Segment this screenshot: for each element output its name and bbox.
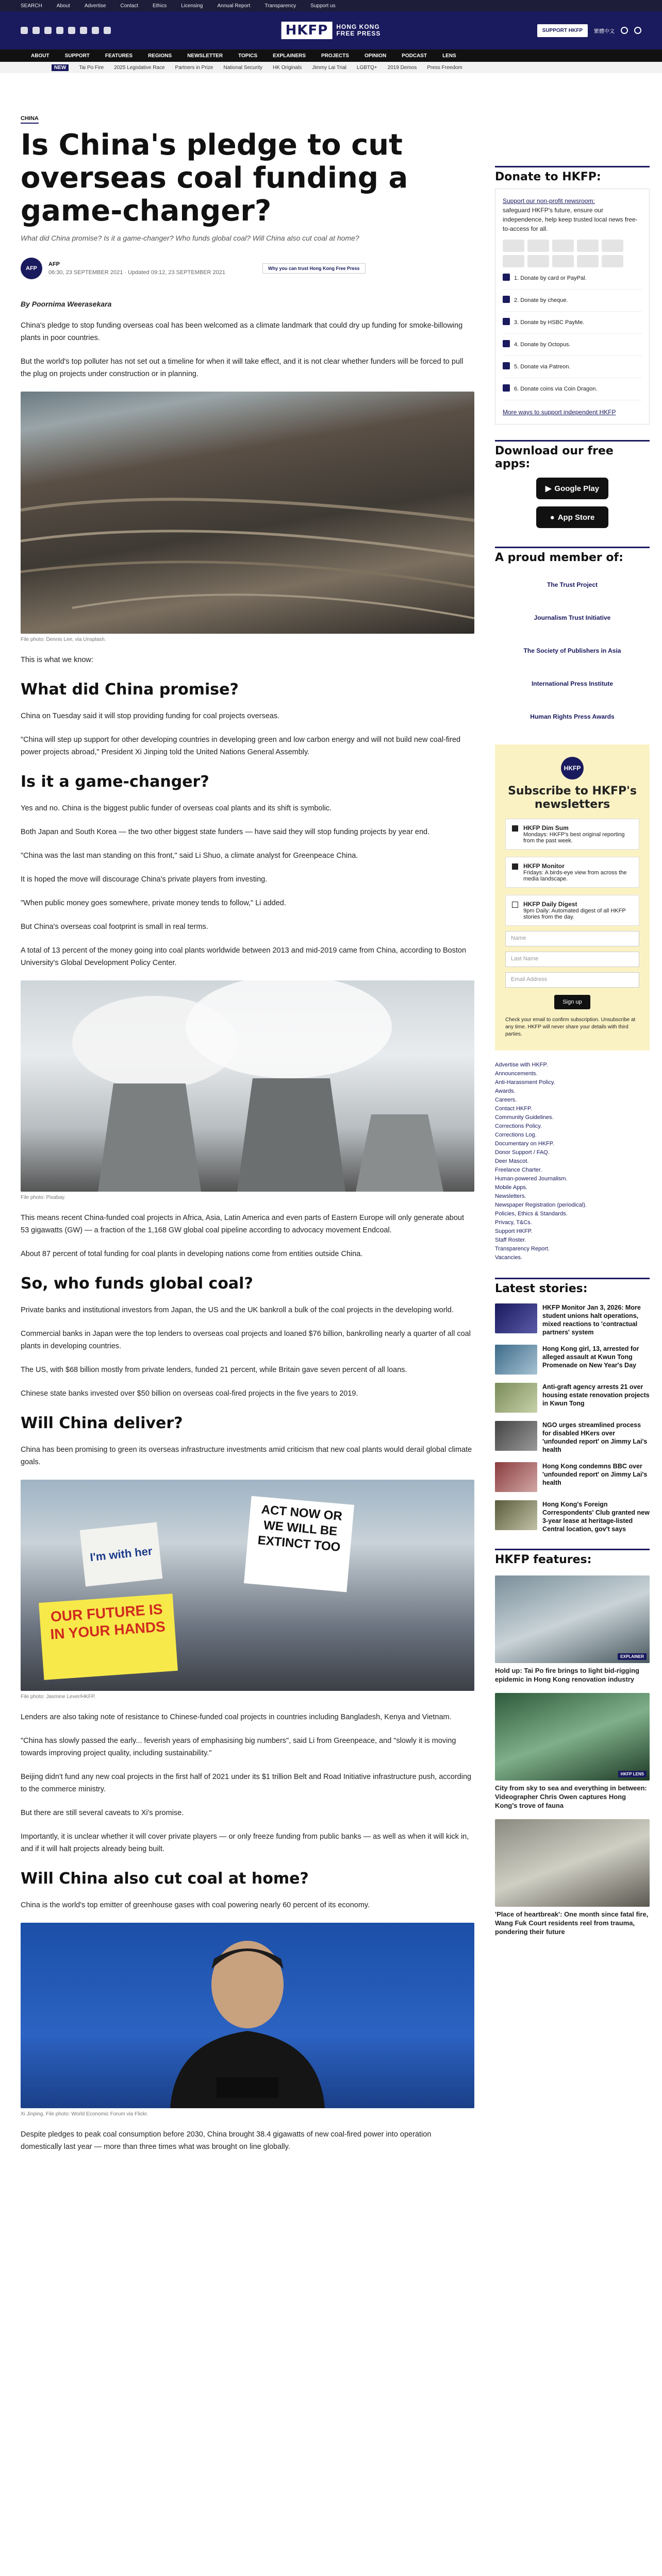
- telegram-icon[interactable]: [80, 27, 87, 34]
- store-label: Google Play: [554, 484, 600, 493]
- info-link[interactable]: Contact HKFP.: [495, 1106, 532, 1112]
- payment-methods: [503, 240, 642, 267]
- trending-link[interactable]: Tai Po Fire: [79, 64, 104, 71]
- latest-story[interactable]: [495, 1462, 650, 1492]
- info-link[interactable]: Careers.: [495, 1097, 517, 1103]
- donate-heading: Donate to HKFP:: [495, 166, 650, 183]
- rss-icon[interactable]: [104, 27, 111, 34]
- payme-icon: [602, 240, 623, 252]
- sidebar: [495, 166, 650, 1936]
- paragraph: But the world's top polluter has not set out a timeline for when it will take effect, and it is not clear whether funders will be forced to pull the plug on projects under construction or in planning.: [21, 358, 464, 378]
- support-hkfp-button[interactable]: SUPPORT HKFP: [537, 24, 588, 37]
- trending-link[interactable]: 2019 Demos: [387, 64, 417, 71]
- donate-option[interactable]: [503, 290, 642, 312]
- paragraph: Yes and no. China is the biggest public funder of overseas coal plants and its shift is symbolic.: [21, 804, 332, 812]
- donate-option-label: 3. Donate by HSBC PayMe.: [514, 319, 585, 326]
- bank-icon: [602, 255, 623, 267]
- nav-item[interactable]: REGIONS: [148, 53, 172, 59]
- newsletter-desc: Mondays: HKFP's best original reporting from the past week.: [523, 832, 625, 844]
- donate-option-label: 2. Donate by cheque.: [514, 297, 568, 303]
- story-title: Anti-graft agency arrests 21 over housing estate renovation projects in Kwun Tong: [542, 1383, 650, 1407]
- topbar-link[interactable]: Advertise: [84, 3, 106, 9]
- feature-image: [495, 1819, 650, 1907]
- donate-option-label: 1. Donate by card or PayPal.: [514, 275, 587, 281]
- info-link[interactable]: Deer Mascot.: [495, 1158, 529, 1164]
- mine-terraces-illustration: [21, 392, 474, 634]
- donate-option-label: 5. Donate via Patreon.: [514, 364, 571, 370]
- paragraph: The US, with $68 billion mostly from private lenders, funded 21 percent, while Britain gave seven percent of all loans.: [21, 1366, 407, 1374]
- protest-sign: I'm with her: [80, 1522, 163, 1586]
- story-title: Hong Kong condemns BBC over 'unfounded report' on Jimmy Lai's health: [542, 1463, 648, 1486]
- latest-story[interactable]: [495, 1421, 650, 1454]
- member-logo[interactable]: The Trust Project: [547, 581, 598, 588]
- masthead-actions: [537, 24, 641, 37]
- section-heading: Will China also cut coal at home?: [21, 1870, 309, 1888]
- info-link[interactable]: Privacy, T&Cs.: [495, 1219, 532, 1226]
- speaker-silhouette: [21, 1923, 474, 2108]
- info-link[interactable]: Announcements.: [495, 1071, 538, 1077]
- card-icon: [503, 274, 510, 281]
- section-heading: Is it a game-changer?: [21, 773, 209, 791]
- section-heading: What did China promise?: [21, 681, 239, 699]
- info-link[interactable]: Human-powered Journalism.: [495, 1176, 568, 1182]
- info-link[interactable]: Policies, Ethics & Standards.: [495, 1211, 568, 1217]
- info-link[interactable]: Transparency Report.: [495, 1246, 550, 1252]
- trending-link[interactable]: 2025 Legislative Race: [114, 64, 165, 71]
- paragraph: "China was the last man standing on this front," said Li Shuo, a climate analyst for Greenpeace China.: [21, 852, 358, 860]
- byline-meta: [48, 260, 225, 277]
- photo-caption: Xi Jinping. File photo: World Economic Forum via Flickr.: [21, 2111, 148, 2117]
- search-icon[interactable]: [621, 27, 628, 34]
- story-thumbnail: [495, 1303, 537, 1333]
- logo-line: HONG KONG: [336, 23, 380, 30]
- facebook-icon[interactable]: [21, 27, 28, 34]
- feature-title: Hold up: Tai Po fire brings to light bid-rigging epidemic in Hong Kong renovation industry: [495, 1667, 639, 1683]
- story-thumbnail: [495, 1345, 537, 1375]
- photo-caption: File photo: Jasmine Lever/HKFP.: [21, 1694, 96, 1700]
- nav-item[interactable]: LENS: [442, 53, 456, 59]
- topbar-link[interactable]: Contact: [120, 3, 138, 9]
- play-icon: ▶: [545, 484, 552, 493]
- paragraph: Lenders are also taking note of resistance to Chinese-funded coal projects in countries including Bangladesh, Kenya and Vietnam.: [21, 1713, 452, 1721]
- paragraph: This means recent China-funded coal projects in Africa, Asia, Latin America and even parts of Eastern Europe will only generate about 53 gigawatts (GW) — a fraction of the 1,168 GW global coal pipeline according to advocacy movement Endcoal.: [21, 1214, 465, 1234]
- paragraph: "China will step up support for other developing countries in developing green and low carbon energy and will not build new coal-fired power projects abroad," President Xi Jinping told the United Nations General Assembly.: [21, 736, 461, 756]
- social-icons: [21, 27, 111, 34]
- newsletter-signup: [495, 744, 650, 1050]
- nav-item[interactable]: EXPLAINERS: [273, 53, 306, 59]
- paragraph: This is what we know:: [21, 656, 94, 664]
- story-title: Hong Kong girl, 13, arrested for alleged assault at Kwun Tong Promenade on New Year's Day: [542, 1345, 639, 1369]
- story-thumbnail: [495, 1421, 537, 1451]
- paragraph: Beijing didn't fund any new coal projects in the first half of 2021 under its $1 trillion Belt and Road Initiative infrastructure push, according to the commerce ministry.: [21, 1773, 472, 1793]
- nav-item[interactable]: TOPICS: [238, 53, 258, 59]
- climate-protest-photo: [21, 1480, 474, 1691]
- paragraph: China has been promising to green its overseas infrastructure investments amid criticism that new coal plants would derail global climate goals.: [21, 1446, 472, 1466]
- info-link[interactable]: Vacancies.: [495, 1255, 522, 1261]
- article-subtitle: What did China promise? Is it a game-changer? Who funds global coal? Will China also cut coal at home?: [21, 234, 359, 242]
- trending-link[interactable]: HK Originals: [273, 64, 302, 71]
- amex-icon: [552, 240, 574, 252]
- info-link[interactable]: Awards.: [495, 1088, 516, 1094]
- story-title: Hong Kong's Foreign Correspondents' Club granted new 3-year lease at heritage-listed Central location, gov't says: [542, 1501, 650, 1533]
- paragraph: But China's overseas coal footprint is small in real terms.: [21, 923, 208, 931]
- cooling-towers-illustration: [21, 980, 474, 1192]
- patreon-icon: [527, 255, 549, 267]
- story-thumbnail: [495, 1383, 537, 1413]
- paragraph: But there are still several caveats to Xi's promise.: [21, 1809, 184, 1817]
- agency-name[interactable]: AFP: [48, 261, 60, 267]
- account-icon[interactable]: [634, 27, 641, 34]
- nav-item[interactable]: FEATURES: [105, 53, 133, 59]
- donate-option[interactable]: [503, 267, 642, 290]
- coin-icon: [503, 384, 510, 392]
- language-switch[interactable]: 繁體中文: [594, 28, 615, 35]
- main-nav: [0, 49, 662, 62]
- newsletter-option[interactable]: [505, 819, 639, 850]
- article: [21, 113, 474, 2153]
- info-link[interactable]: Documentary on HKFP.: [495, 1141, 554, 1147]
- latest-story[interactable]: [495, 1303, 650, 1336]
- paragraph: Private banks and institutional investors from Japan, the US and the UK bankroll a bulk of the coal projects in the developing world.: [21, 1306, 454, 1314]
- topbar-link[interactable]: SEARCH: [21, 3, 42, 9]
- paragraph: About 87 percent of total funding for coal plants in developing nations come from entities outside China.: [21, 1250, 363, 1258]
- nav-item[interactable]: NEWSLETTER: [187, 53, 223, 59]
- email-input[interactable]: Email Address: [505, 972, 639, 988]
- app-store-button[interactable]: [536, 506, 608, 528]
- info-link[interactable]: Corrections Policy.: [495, 1123, 542, 1129]
- checkbox[interactable]: [512, 863, 518, 870]
- topbar-link[interactable]: Support us: [310, 3, 336, 9]
- trending-bar: [0, 62, 662, 73]
- photo-caption: File photo: Dennis Lee, via Unsplash.: [21, 637, 106, 642]
- logo-mark: HKFP: [282, 22, 333, 39]
- threads-icon[interactable]: [56, 27, 63, 34]
- logo-line: FREE PRESS: [336, 30, 381, 37]
- instagram-icon[interactable]: [44, 27, 52, 34]
- more-ways-link[interactable]: More ways to support independent HKFP: [503, 409, 616, 416]
- feature-title: City from sky to sea and everything in between: Videographer Chris Owen captures Hong Kong's trove of fauna: [495, 1784, 647, 1809]
- paragraph: Both Japan and South Korea — the two other biggest state funders — have said they will stop funding projects by year end.: [21, 828, 430, 836]
- newsletter-name: HKFP Dim Sum: [523, 824, 569, 832]
- feature-badge: EXPLAINER: [618, 1653, 647, 1660]
- info-link[interactable]: Newspaper Registration (periodical).: [495, 1202, 587, 1208]
- topbar-link[interactable]: Transparency: [264, 3, 296, 9]
- visa-icon: [503, 240, 524, 252]
- trending-link[interactable]: LGBTQ+: [356, 64, 377, 71]
- paragraph: It is hoped the move will discourage China's private players from investing.: [21, 875, 268, 884]
- feature-image: [495, 1693, 650, 1781]
- info-link[interactable]: Freelance Charter.: [495, 1167, 542, 1173]
- protest-sign: ACT NOW OR WE WILL BE EXTINCT TOO: [244, 1496, 354, 1592]
- donate-option[interactable]: [503, 312, 642, 334]
- xi-jinping-photo: [21, 1923, 474, 2108]
- new-badge: NEW: [52, 64, 69, 71]
- checkbox[interactable]: [512, 902, 518, 908]
- donate-option-label: 4. Donate by Octopus.: [514, 342, 571, 348]
- sign-up-button[interactable]: Sign up: [554, 995, 590, 1009]
- feature-story[interactable]: [495, 1693, 650, 1810]
- story-title: NGO urges streamlined process for disabled HKers over 'unfounded report' on Jimmy Lai's health: [542, 1421, 648, 1453]
- nav-item[interactable]: ABOUT: [31, 53, 49, 59]
- author-credit: By Poornima Weerasekara: [21, 300, 112, 308]
- paragraph: Importantly, it is unclear whether it will cover private players — or only freeze funding from public banks — as well as when it will kick in, and if it will halt projects already being built.: [21, 1833, 469, 1853]
- feature-image: [495, 1575, 650, 1663]
- paragraph: Commercial banks in Japan were the top lenders to overseas coal projects and loaned $76 billion, bankrolling nearly a quarter of all coal plants in developing countries.: [21, 1330, 471, 1350]
- latest-heading: Latest stories:: [495, 1278, 650, 1295]
- name-input[interactable]: Name: [505, 931, 639, 946]
- apps-heading: Download our free apps:: [495, 440, 650, 470]
- mastercard-icon: [527, 240, 549, 252]
- donate-option[interactable]: [503, 334, 642, 356]
- topbar-link[interactable]: About: [56, 3, 70, 9]
- nav-item[interactable]: PODCAST: [402, 53, 427, 59]
- donate-option[interactable]: [503, 356, 642, 378]
- donate-option-label: 6. Donate coins via Coin Dragon.: [514, 386, 598, 392]
- features-heading: HKFP features:: [495, 1549, 650, 1566]
- nav-item[interactable]: SUPPORT: [64, 53, 90, 59]
- trust-banner[interactable]: Why you can trust Hong Kong Free Press: [262, 263, 366, 274]
- story-thumbnail: [495, 1462, 537, 1492]
- newsletter-name: HKFP Daily Digest: [523, 901, 577, 908]
- member-logo[interactable]: The Society of Publishers in Asia: [523, 647, 621, 654]
- info-link[interactable]: Support HKFP.: [495, 1228, 533, 1234]
- newsletter-name: HKFP Monitor: [523, 862, 565, 870]
- member-logo[interactable]: International Press Institute: [531, 680, 614, 687]
- masthead: [0, 11, 662, 49]
- donate-link[interactable]: Support our non-profit newsroom:: [503, 197, 595, 205]
- hkfp-logo: HKFP: [561, 757, 584, 779]
- last-name-input[interactable]: Last Name: [505, 952, 639, 967]
- info-link[interactable]: Advertise with HKFP.: [495, 1062, 548, 1068]
- member-logo[interactable]: Human Rights Press Awards: [530, 713, 615, 720]
- octopus-icon: [503, 255, 524, 267]
- store-label: App Store: [557, 513, 595, 522]
- paragraph: A total of 13 percent of the money going into coal plants worldwide between 2013 and mid-2019 came from China, according to Boston University's Global Development Policy Center.: [21, 946, 467, 967]
- checkbox[interactable]: [512, 825, 518, 832]
- feature-title: 'Place of heartbreak': One month since fatal fire, Wang Fuk Court residents reel from trauma, pondering their future: [495, 1910, 649, 1936]
- nav-item[interactable]: OPINION: [364, 53, 387, 59]
- protest-sign: OUR FUTURE IS IN YOUR HANDS: [39, 1594, 178, 1680]
- latest-story[interactable]: [495, 1383, 650, 1413]
- coal-mine-photo: [21, 392, 474, 634]
- cooling-towers-photo: [21, 980, 474, 1192]
- youtube-icon[interactable]: [68, 27, 75, 34]
- newsletter-desc: 9pm Daily: Automated digest of all HKFP stories from the day.: [523, 908, 626, 920]
- nav-item[interactable]: PROJECTS: [321, 53, 349, 59]
- paragraph: Chinese state banks invested over $50 billion on overseas coal-fired projects in the five years to 2019.: [21, 1389, 358, 1398]
- linkedin-icon[interactable]: [92, 27, 99, 34]
- payme-icon: [503, 318, 510, 325]
- newsletter-desc: Fridays: A birds-eye view from across the media landscape.: [523, 870, 627, 882]
- google-play-button[interactable]: [536, 478, 608, 499]
- trending-link[interactable]: Press Freedom: [427, 64, 462, 71]
- info-link[interactable]: Corrections Log.: [495, 1132, 537, 1138]
- octopus-icon: [503, 340, 510, 347]
- member-logo[interactable]: Journalism Trust Initiative: [534, 614, 611, 621]
- story-title: HKFP Monitor Jan 3, 2026: More student unions halt operations, mixed reactions to 'contractual partners' system: [542, 1304, 641, 1336]
- site-logo[interactable]: [282, 22, 381, 39]
- top-utility-bar: [0, 0, 662, 11]
- cheque-icon: [577, 255, 599, 267]
- avatar[interactable]: AFP: [21, 258, 42, 279]
- byline: [21, 258, 474, 279]
- story-thumbnail: [495, 1500, 537, 1530]
- trending-link[interactable]: Partners in Prize: [175, 64, 213, 71]
- section-heading: So, who funds global coal?: [21, 1275, 253, 1293]
- info-link[interactable]: Community Guidelines.: [495, 1114, 554, 1121]
- donate-option[interactable]: [503, 378, 642, 400]
- paragraph: Despite pledges to peak coal consumption before 2030, China brought 38.4 gigawatts of new coal-fired power into operation domestically last year — more than three times what was brought on line globally.: [21, 2130, 432, 2151]
- topbar-link[interactable]: Annual Report: [217, 3, 251, 9]
- paragraph: "When public money goes somewhere, private money tends to follow," Li added.: [21, 899, 286, 907]
- article-title: Is China's pledge to cut overseas coal funding a game-changer?: [21, 128, 408, 228]
- donate-text: safeguard HKFP's future, ensure our independence, help keep trusted local news free-to-access for all.: [503, 207, 638, 232]
- paragraph: China is the world's top emitter of greenhouse gases with coal powering nearly 60 percent of its economy.: [21, 1901, 370, 1909]
- x-icon[interactable]: [32, 27, 40, 34]
- subscribe-note: Check your email to confirm subscription. Unsubscribe at any time. HKFP will never share your details with third parties.: [505, 1017, 636, 1037]
- newsletter-option[interactable]: [505, 857, 639, 888]
- trending-link[interactable]: National Security: [223, 64, 263, 71]
- feature-story[interactable]: [495, 1575, 650, 1684]
- paragraph: "China has slowly passed the early... feverish years of emphasising big numbers", said Li from Greenpeace, and "slowly it is moving towards improving project quality, including sustainability.": [21, 1737, 456, 1757]
- info-link[interactable]: Staff Roster.: [495, 1237, 526, 1243]
- cheque-icon: [503, 296, 510, 303]
- feature-badge: HKFP LENS: [618, 1771, 647, 1777]
- info-link[interactable]: Anti-Harassment Policy.: [495, 1079, 555, 1086]
- topbar-link[interactable]: Licensing: [181, 3, 203, 9]
- paypal-icon: [577, 240, 599, 252]
- info-link[interactable]: Mobile Apps.: [495, 1184, 527, 1191]
- info-link[interactable]: Donor Support / FAQ.: [495, 1149, 550, 1156]
- trending-link[interactable]: Jimmy Lai Trial: [312, 64, 346, 71]
- patreon-icon: [503, 362, 510, 369]
- section-heading: Will China deliver?: [21, 1414, 183, 1432]
- latest-story[interactable]: [495, 1345, 650, 1375]
- feature-story[interactable]: [495, 1819, 650, 1936]
- info-links: [495, 1061, 650, 1262]
- donate-box: [495, 189, 650, 425]
- paragraph: China's pledge to stop funding overseas coal has been welcomed as a climate landmark that could dry up funding for smoke-billowing plants in poor countries.: [21, 321, 463, 342]
- subscribe-title: Subscribe to HKFP's newsletters: [508, 785, 637, 811]
- category-label[interactable]: CHINA: [21, 115, 39, 124]
- newsletter-option[interactable]: [505, 895, 639, 926]
- latest-story[interactable]: [495, 1500, 650, 1533]
- logo-text: [336, 24, 380, 37]
- publish-dates: 06:30, 23 SEPTEMBER 2021 · Updated 09:12, 23 SEPTEMBER 2021: [48, 269, 226, 276]
- fps-icon: [552, 255, 574, 267]
- info-link[interactable]: Newsletters.: [495, 1193, 526, 1199]
- topbar-link[interactable]: Ethics: [152, 3, 167, 9]
- apple-icon: ●: [550, 513, 555, 522]
- member-heading: A proud member of:: [495, 547, 650, 564]
- paragraph: China on Tuesday said it will stop providing funding for coal projects overseas.: [21, 712, 280, 720]
- photo-caption: File photo: Pixabay.: [21, 1195, 66, 1200]
